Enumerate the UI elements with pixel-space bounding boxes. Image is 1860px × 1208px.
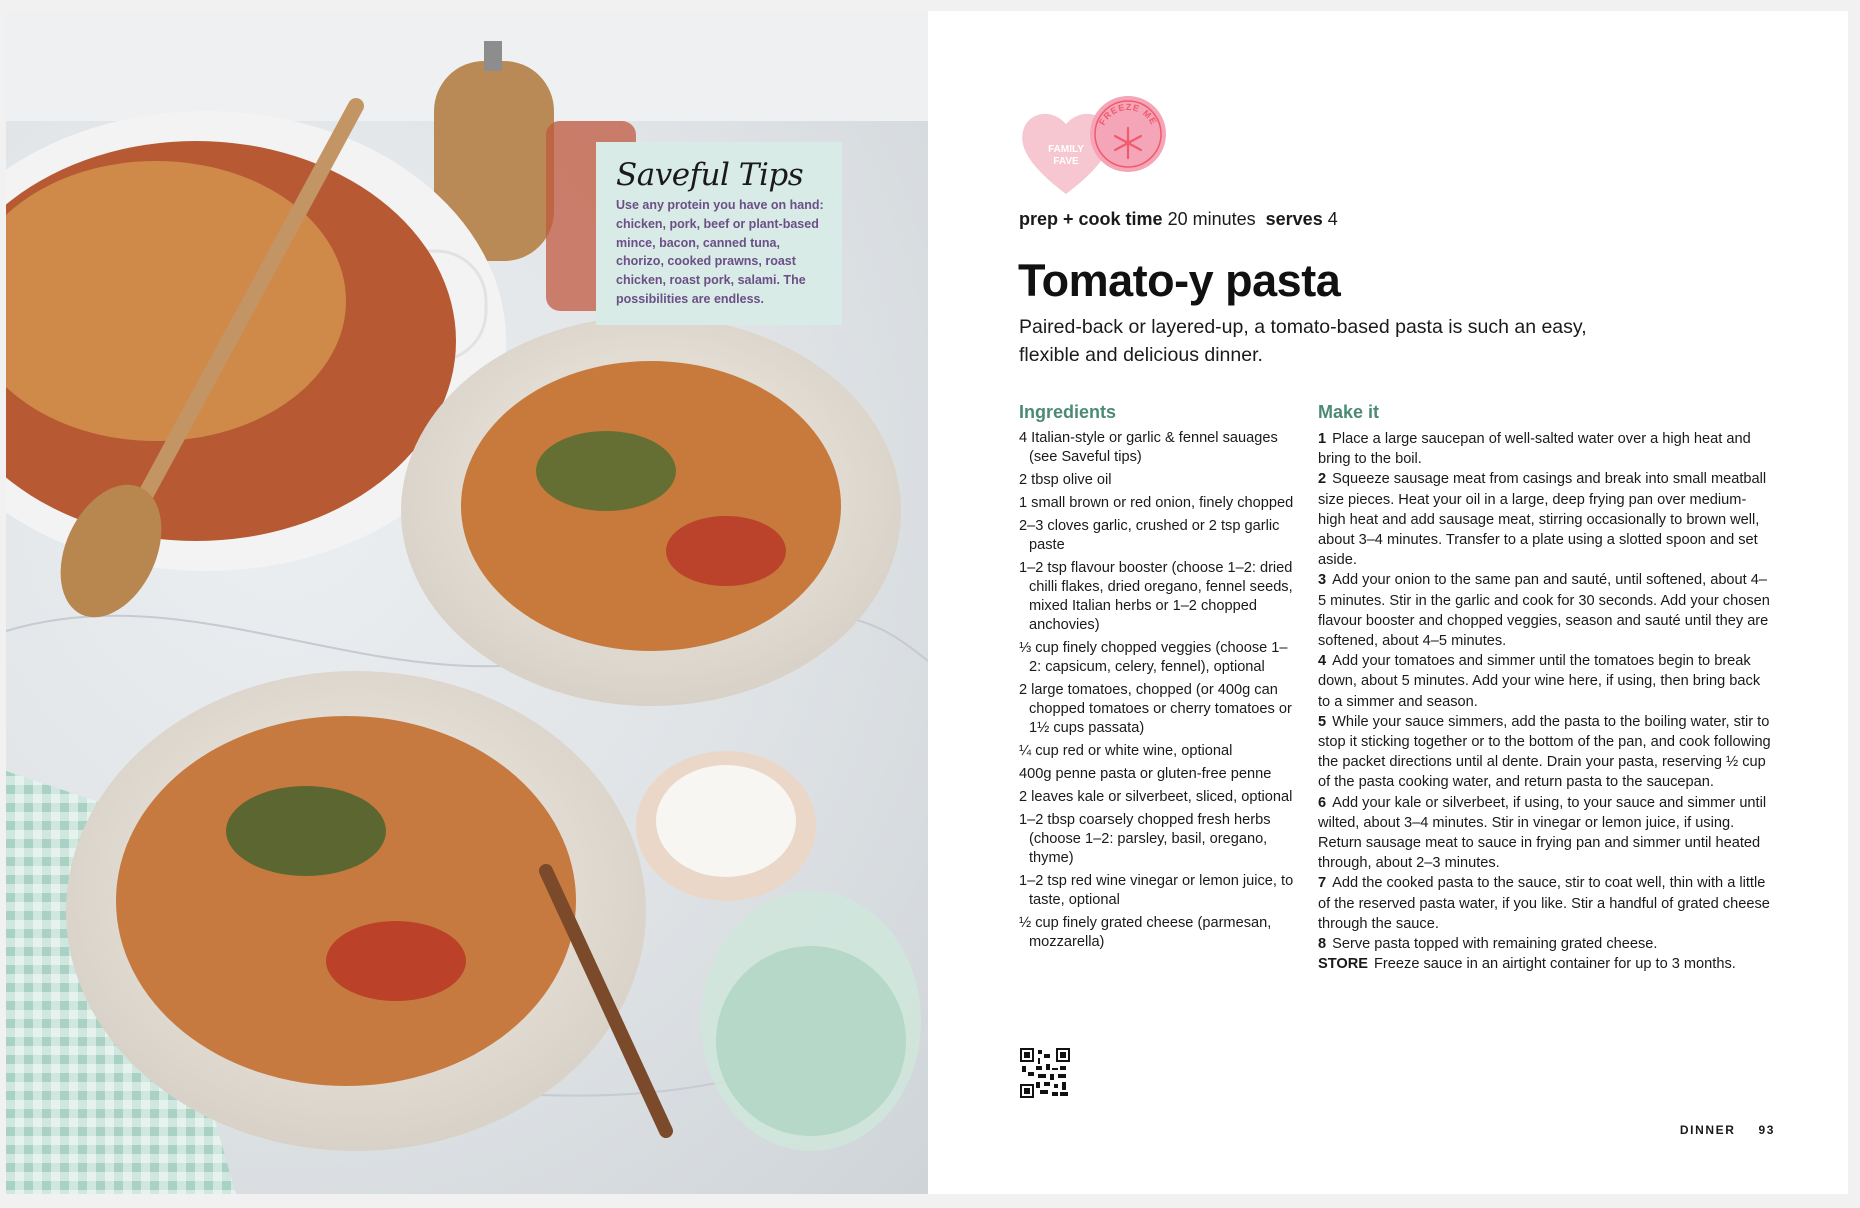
ingredient-item: 1–2 tsp red wine vinegar or lemon juice, to taste, optional bbox=[1019, 873, 1294, 908]
section-name: DINNER bbox=[1679, 1123, 1736, 1137]
qr-code-icon[interactable] bbox=[1020, 1048, 1070, 1098]
step-text: Add the cooked pasta to the sauce, stir to coat well, thin with a little of the reserved pasta water, if you like. Stir a handful of grated cheese through the sauce. bbox=[1318, 875, 1770, 932]
step-number: 3 bbox=[1318, 572, 1327, 589]
tips-body: Use any protein you have on hand: chicken, pork, beef or plant-based mince, bacon, canned tuna, chorizo, cooked prawns, roast chicken, roast pork, salami. The possibilities are endless. bbox=[616, 198, 824, 306]
family-badge-line2: FAVE bbox=[1053, 156, 1079, 167]
ingredients-column bbox=[1019, 402, 1294, 956]
prep-label: prep + cook time bbox=[1019, 209, 1163, 229]
step-number: 2 bbox=[1318, 471, 1327, 488]
step-text: Add your tomatoes and simmer until the tomatoes begin to break down, about 5 minutes. Add your wine here, if using, then bring back to a simmer and season. bbox=[1318, 653, 1761, 710]
step-number: 5 bbox=[1318, 713, 1327, 730]
recipe-text-page bbox=[928, 11, 1848, 1194]
ingredient-item: ¼ cup red or white wine, optional bbox=[1019, 743, 1233, 759]
recipe-title: Tomato-y pasta bbox=[1018, 255, 1341, 306]
serves-value: 4 bbox=[1327, 209, 1338, 229]
step-text: Serve pasta topped with remaining grated cheese. bbox=[1332, 936, 1658, 953]
prep-serves-line bbox=[1019, 209, 1338, 230]
method-step bbox=[1318, 570, 1773, 651]
step-text: Add your onion to the same pan and sauté, until softened, about 4–5 minutes. Stir in the garlic and cook for 30 seconds. Add your chosen flavour booster and chopped veggies, season and sauté until they are softened, about 4–5 minutes. bbox=[1318, 572, 1770, 650]
method-step bbox=[1318, 712, 1773, 793]
method-heading: Make it bbox=[1318, 402, 1380, 422]
method-step bbox=[1318, 651, 1773, 712]
recipe-intro: Paired-back or layered-up, a tomato-based pasta is such an easy, flexible and delicious dinner. bbox=[1019, 316, 1587, 366]
step-number: 1 bbox=[1318, 431, 1327, 447]
step-text: Add your kale or silverbeet, if using, to your sauce and simmer until wilted, about 3–4 minutes. Stir in vinegar or lemon juice, if using. Return sausage meat to sauce in frying pan and simmer until heated through, about 2–3 minutes. bbox=[1318, 794, 1767, 872]
method-step bbox=[1318, 469, 1773, 570]
magazine-spread bbox=[6, 11, 1848, 1194]
family-badge-line1: FAMILY bbox=[1048, 144, 1084, 155]
ingredient-item: 2–3 cloves garlic, crushed or 2 tsp garlic paste bbox=[1019, 518, 1280, 553]
freeze-me-snowflake-icon bbox=[1090, 96, 1166, 172]
ingredient-item: ½ cup finely grated cheese (parmesan, mozzarella) bbox=[1019, 915, 1272, 950]
method-step bbox=[1318, 934, 1773, 954]
method-column bbox=[1318, 402, 1773, 974]
method-step bbox=[1318, 873, 1773, 934]
freeze-badge-label: FREEZE ME bbox=[1096, 101, 1160, 127]
ingredient-item: 2 leaves kale or silverbeet, sliced, optional bbox=[1019, 789, 1293, 805]
ingredient-item: 1 small brown or red onion, finely chopped bbox=[1019, 495, 1294, 511]
ingredient-item: 4 Italian-style or garlic & fennel sauages (see Saveful tips) bbox=[1019, 430, 1278, 465]
ingredients-list bbox=[1019, 429, 1294, 952]
page-footer bbox=[1662, 1123, 1775, 1137]
ingredient-item: 1–2 tsp flavour booster (choose 1–2: dried chilli flakes, dried oregano, fennel seeds, mixed Italian herbs or 1–2 chopped anchovies) bbox=[1019, 560, 1293, 633]
step-number: 4 bbox=[1318, 653, 1327, 670]
method-step bbox=[1318, 793, 1773, 874]
ingredient-item: 2 tbsp olive oil bbox=[1019, 472, 1112, 488]
prep-value: 20 minutes bbox=[1167, 209, 1256, 229]
step-number: 6 bbox=[1318, 794, 1327, 811]
store-note bbox=[1318, 954, 1773, 974]
saveful-tips-box bbox=[596, 142, 842, 325]
step-text: Squeeze sausage meat from casings and break into small meatball size pieces. Heat your oil in a large, deep frying pan over medium-high heat and add sausage meat, stirring occasionally to brown well, about 3–4 minutes. Transfer to a plate using a slotted spoon and set aside. bbox=[1318, 471, 1767, 569]
page-number: 93 bbox=[1758, 1123, 1775, 1137]
ingredients-heading: Ingredients bbox=[1019, 402, 1117, 422]
badges-group bbox=[1016, 96, 1176, 206]
step-text: Place a large saucepan of well-salted water over a high heat and bring to the boil. bbox=[1318, 431, 1751, 468]
ingredient-item: ⅓ cup finely chopped veggies (choose 1–2: capsicum, celery, fennel), optional bbox=[1019, 640, 1288, 675]
ingredient-item: 1–2 tbsp coarsely chopped fresh herbs (choose 1–2: parsley, basil, oregano, thyme) bbox=[1019, 812, 1271, 866]
method-step bbox=[1318, 429, 1773, 469]
step-number: 8 bbox=[1318, 936, 1327, 953]
ingredient-item: 2 large tomatoes, chopped (or 400g can chopped tomatoes or cherry tomatoes or 1½ cups passata) bbox=[1019, 682, 1292, 736]
store-label: STORE bbox=[1318, 956, 1369, 973]
recipe-photo bbox=[6, 11, 928, 1194]
step-number: 7 bbox=[1318, 875, 1327, 892]
store-text: Freeze sauce in an airtight container for up to 3 months. bbox=[1374, 956, 1736, 973]
ingredient-item: 400g penne pasta or gluten-free penne bbox=[1019, 766, 1272, 782]
serves-label: serves bbox=[1265, 209, 1323, 229]
step-text: While your sauce simmers, add the pasta to the boiling water, stir to stop it sticking together or to the bottom of the pan, and cook following the packet directions until al dente. Drain your pasta, reserving ½ cup of the pasta cooking water, and return pasta to the saucepan. bbox=[1318, 713, 1771, 791]
tips-title: Saveful Tips bbox=[616, 157, 804, 193]
